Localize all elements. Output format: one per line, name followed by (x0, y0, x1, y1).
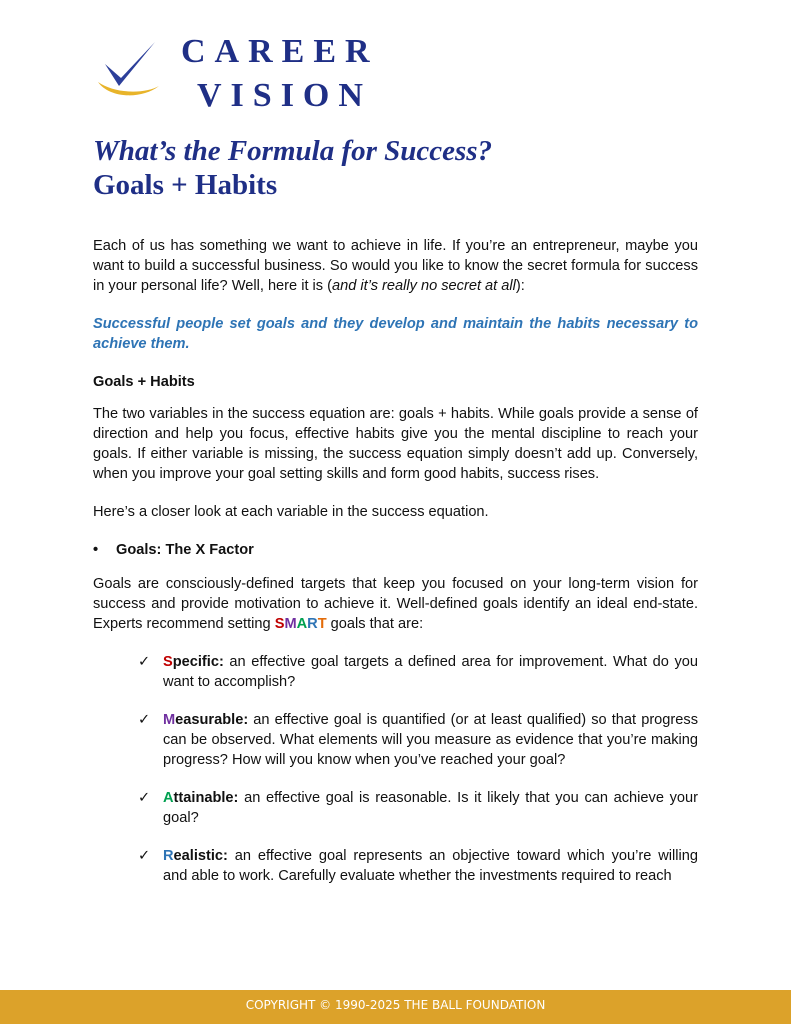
check-letter: M (163, 712, 176, 728)
career-vision-logo (95, 33, 395, 114)
bullet-dot: • (93, 542, 99, 558)
check-icon: ✓ (138, 848, 151, 864)
article-body (93, 236, 698, 904)
bullet-heading: Goals: The X Factor (116, 542, 254, 558)
logo-wordmark (181, 30, 379, 118)
bullet-item (93, 540, 698, 560)
smart-checklist (93, 652, 698, 886)
check-keyword: ealistic: (173, 848, 228, 864)
intro-italic: and it’s really no secret at all (332, 278, 516, 294)
intro-paragraph (93, 236, 698, 296)
check-text: an effective goal is reasonable. Is it likely that you can achieve your goal? (163, 790, 698, 826)
page-title (93, 134, 492, 202)
check-letter: A (163, 790, 174, 806)
smart-r: R (307, 616, 318, 632)
copyright-footer: COPYRIGHT © 1990-2025 THE BALL FOUNDATION (0, 990, 791, 1024)
section-paragraph-2: Here’s a closer look at each variable in the success equation. (93, 504, 489, 520)
goals-text: Goals are consciously-defined targets that keep you focused on your long-term vision for success and provide motivation to achieve it. Well-defined goals identify an ideal end-state. Experts recommend setting (93, 576, 698, 632)
check-text: an effective goal represents an objective toward which you’re willing and able to work. Carefully evaluate whether the investments required to reach (163, 848, 698, 884)
check-letter: R (163, 848, 174, 864)
checkmark-logo-icon (95, 40, 161, 100)
check-keyword: easurable: (175, 712, 249, 728)
smart-a: A (296, 616, 308, 632)
smart-m: M (284, 616, 297, 632)
check-item-realistic (138, 846, 698, 886)
check-item-attainable (138, 788, 698, 828)
intro-text-end: ): (515, 278, 525, 294)
smart-s: S (274, 616, 285, 632)
check-letter: S (163, 654, 173, 670)
section-heading: Goals + Habits (93, 374, 195, 390)
section-paragraph: The two variables in the success equation are: goals + habits. While goals provide a sense of direction and help you focus, effective habits give you the mental discipline to reach your goals. If either variable is missing, the success equation simply doesn’t add up. Conversely, when you improve your goal setting skills and form good habits, success rises. (93, 406, 698, 482)
check-item-specific (138, 652, 698, 692)
goals-text-end: goals that are: (326, 616, 424, 632)
intro-text: Each of us has something we want to achieve in life. If you’re an entrepreneur, maybe you want to build a successful business. So would you like to know the secret formula for success in your personal life? Well, here it is ( (93, 238, 698, 294)
logo-line-2: VISION (197, 77, 372, 114)
check-icon: ✓ (138, 790, 151, 806)
check-icon: ✓ (138, 654, 151, 670)
check-text: an effective goal targets a defined area for improvement. What do you want to accomplish? (163, 654, 698, 690)
check-icon: ✓ (138, 712, 151, 728)
highlight-statement: Successful people set goals and they develop and maintain the habits necessary to achieve them. (93, 316, 698, 352)
check-keyword: pecific: (172, 654, 224, 670)
check-text: an effective goal is quantified (or at least qualified) so that progress can be observed. What elements will you measure as evidence that you’re making progress? How will you know when you’ve reached your goal? (163, 712, 698, 768)
check-keyword: ttainable: (173, 790, 239, 806)
title-line-1: What’s the Formula for Success? (93, 135, 493, 167)
check-item-measurable (138, 710, 698, 770)
goals-paragraph (93, 574, 698, 634)
logo-line-1: CAREER (181, 33, 379, 70)
smart-t: T (317, 616, 327, 632)
title-line-2: Goals + Habits (93, 169, 278, 201)
